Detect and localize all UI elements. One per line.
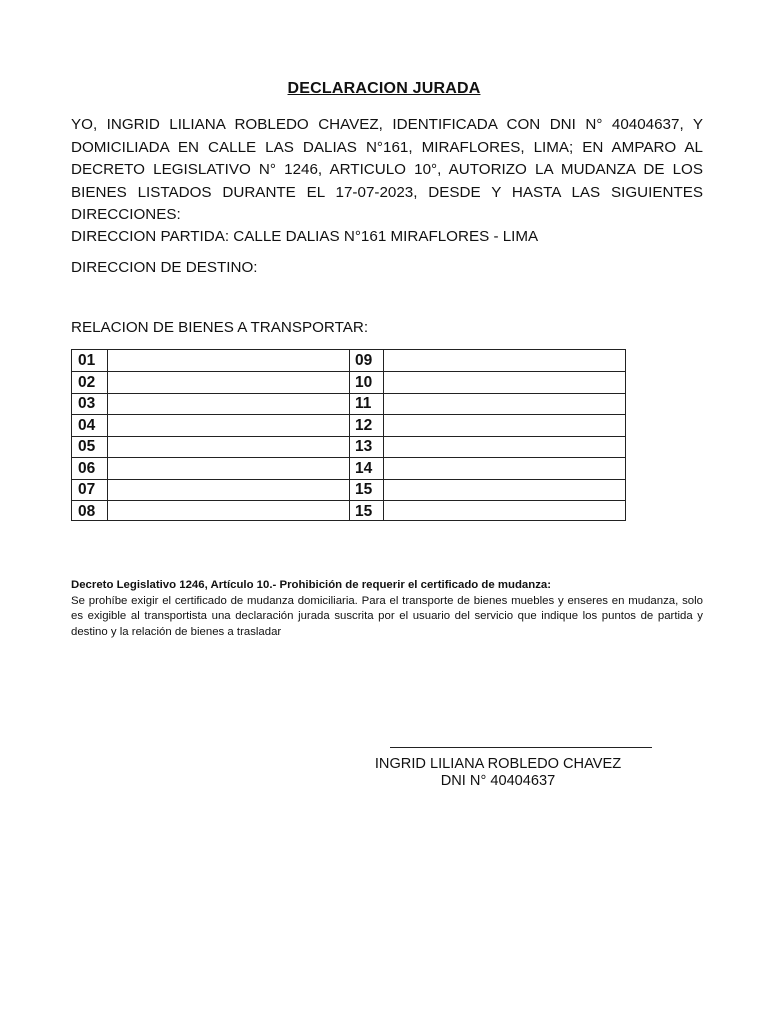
- table-row: [72, 372, 625, 393]
- item-number: 05: [78, 438, 96, 455]
- item-number: 01: [78, 352, 96, 369]
- item-description: [107, 501, 349, 522]
- item-description: [383, 415, 625, 436]
- item-number: 08: [78, 502, 96, 520]
- item-number: 15: [355, 481, 373, 498]
- document-title: DECLARACION JURADA: [287, 80, 481, 97]
- legal-heading: Decreto Legislativo 1246, Artículo 10.- Prohibición de requerir el certificado de mudanza:: [71, 579, 552, 591]
- signatory-name: INGRID LILIANA ROBLEDO CHAVEZ: [374, 756, 622, 772]
- legal-body: Se prohíbe exigir el certificado de mudanza domiciliaria. Para el transporte de bienes muebles y enseres en mudanza, solo es exigible al transportista una declaración jurada suscrita por el usuario del servicio que indique los puntos de partida y destino y la relación de bienes a trasladar: [71, 594, 703, 639]
- item-number: 14: [355, 459, 373, 477]
- table-row: [72, 436, 625, 457]
- goods-table: [71, 349, 626, 521]
- item-description: [383, 393, 625, 414]
- item-description: [107, 458, 349, 479]
- item-description: [383, 350, 625, 371]
- item-description: [107, 350, 349, 371]
- legal-note: [71, 578, 703, 641]
- table-row: [72, 415, 625, 436]
- item-number: 10: [355, 373, 373, 391]
- goods-list-label: RELACION DE BIENES A TRANSPORTAR:: [71, 319, 369, 336]
- item-description: [383, 479, 625, 500]
- item-description: [383, 458, 625, 479]
- item-description: [383, 436, 625, 457]
- item-description: [107, 393, 349, 414]
- table-row: [72, 479, 625, 500]
- item-number: 06: [78, 459, 96, 477]
- item-description: [107, 436, 349, 457]
- item-description: [107, 479, 349, 500]
- item-number: 07: [78, 481, 96, 498]
- table-row: [72, 393, 625, 414]
- signature-line: [390, 747, 652, 748]
- item-number: 13: [355, 438, 373, 455]
- item-description: [383, 501, 625, 522]
- table-row: [72, 350, 625, 371]
- item-number: 02: [78, 373, 96, 391]
- signatory-dni: DNI N° 40404637: [440, 773, 556, 789]
- declaration-paragraph: YO, INGRID LILIANA ROBLEDO CHAVEZ, IDENTIFICADA CON DNI N° 40404637, Y DOMICILIADA EN CALLE LAS DALIAS N°161, MIRAFLORES, LIMA; EN AMPARO AL DECRETO LEGISLATIVO N° 1246, ARTICULO 10°, AUTORIZO LA MUDANZA DE LOS BIENES LISTADOS DURANTE EL 17-07-2023, DESDE Y HASTA LAS SIGUIENTES DIRECCIONES:: [71, 116, 703, 224]
- item-number: 03: [78, 395, 96, 412]
- item-number: 09: [355, 352, 373, 369]
- item-description: [383, 372, 625, 393]
- item-number: 04: [78, 416, 96, 434]
- table-row: [72, 458, 625, 479]
- item-number: 11: [355, 395, 372, 412]
- item-number: 15: [355, 502, 373, 520]
- destination-address: DIRECCION DE DESTINO:: [71, 259, 258, 276]
- item-description: [107, 372, 349, 393]
- item-number: 12: [355, 416, 373, 434]
- origin-address: DIRECCION PARTIDA: CALLE DALIAS N°161 MIRAFLORES - LIMA: [71, 228, 539, 245]
- table-row: [72, 501, 625, 522]
- item-description: [107, 415, 349, 436]
